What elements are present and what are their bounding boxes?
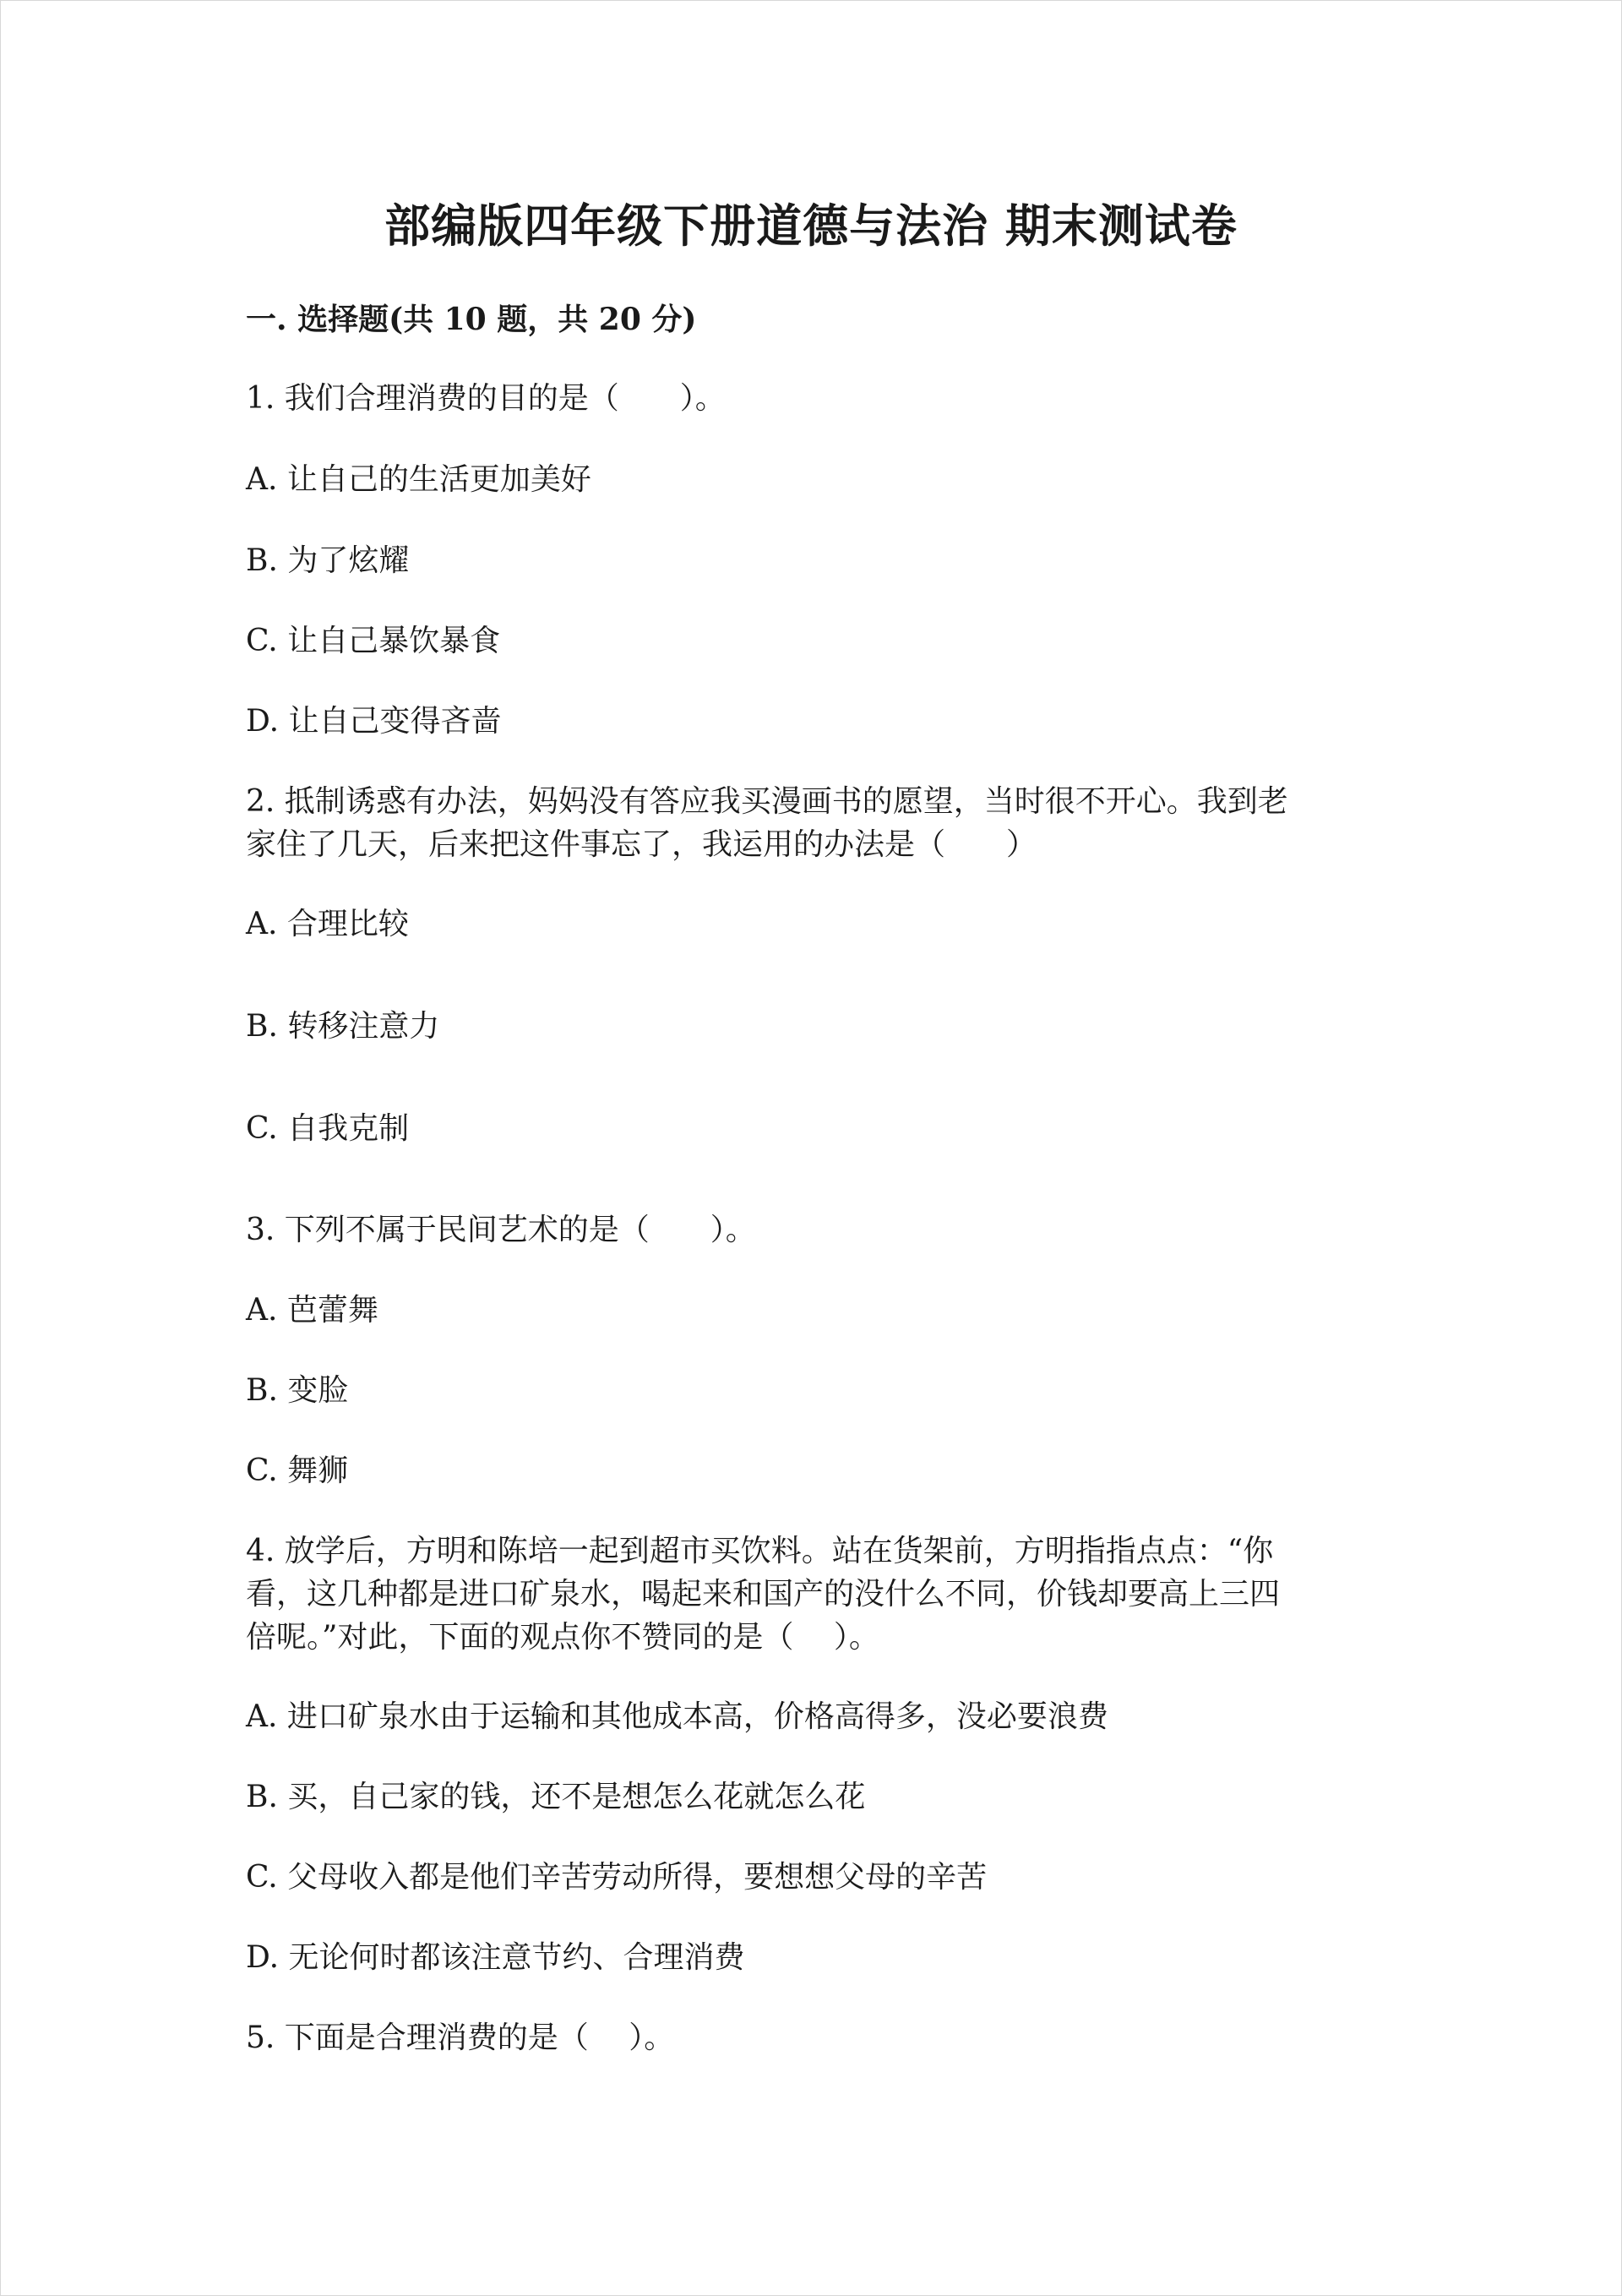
question-2-stem-line-2: 家住了几天，后来把这件事忘了，我运用的办法是（ ） (246, 827, 1037, 862)
question-1-option-a: A. 让自己的生活更加美好 (246, 462, 591, 497)
question-2-option-b: B. 转移注意力 (246, 1009, 440, 1044)
page-title: 部编版四年级下册道德与法治 期末测试卷 (384, 199, 1238, 253)
question-4-stem-line-3: 倍呢。”对此，下面的观点你不赞同的是（ ）。 (246, 1620, 879, 1655)
section-heading: 一. 选择题(共 10 题，共 20 分) (246, 302, 697, 337)
question-4-stem-line-1: 4. 放学后，方明和陈培一起到超市买饮料。站在货架前，方明指指点点：“你 (246, 1534, 1274, 1568)
question-4-option-d: D. 无论何时都该注意节约、合理消费 (246, 1940, 745, 1975)
question-1-option-d: D. 让自己变得吝啬 (246, 704, 502, 739)
question-2-option-c: C. 自我克制 (246, 1111, 410, 1146)
question-3-option-a: A. 芭蕾舞 (246, 1293, 378, 1328)
question-1-option-b: B. 为了炫耀 (246, 543, 410, 578)
question-3-option-b: B. 变脸 (246, 1373, 349, 1408)
question-1-stem: 1. 我们合理消费的目的是（ ）。 (246, 381, 726, 416)
question-4-option-c: C. 父母收入都是他们辛苦劳动所得，要想想父母的辛苦 (246, 1860, 988, 1895)
question-4-stem-line-2: 看，这几种都是进口矿泉水，喝起来和国产的没什么不同，价钱却要高上三四 (246, 1577, 1281, 1612)
question-3-stem: 3. 下列不属于民间艺术的是（ ）。 (246, 1213, 756, 1247)
question-4-option-a: A. 进口矿泉水由于运输和其他成本高，价格高得多，没必要浪费 (246, 1699, 1108, 1734)
question-3-option-c: C. 舞狮 (246, 1453, 349, 1488)
question-1-option-c: C. 让自己暴饮暴食 (246, 624, 501, 658)
question-4-option-b: B. 买，自己家的钱，还不是想怎么花就怎么花 (246, 1780, 866, 1814)
question-5-stem: 5. 下面是合理消费的是（ ）。 (246, 2021, 675, 2055)
question-2-stem-line-1: 2. 抵制诱惑有办法，妈妈没有答应我买漫画书的愿望，当时很不开心。我到老 (246, 784, 1288, 819)
question-2-option-a: A. 合理比较 (246, 907, 409, 941)
